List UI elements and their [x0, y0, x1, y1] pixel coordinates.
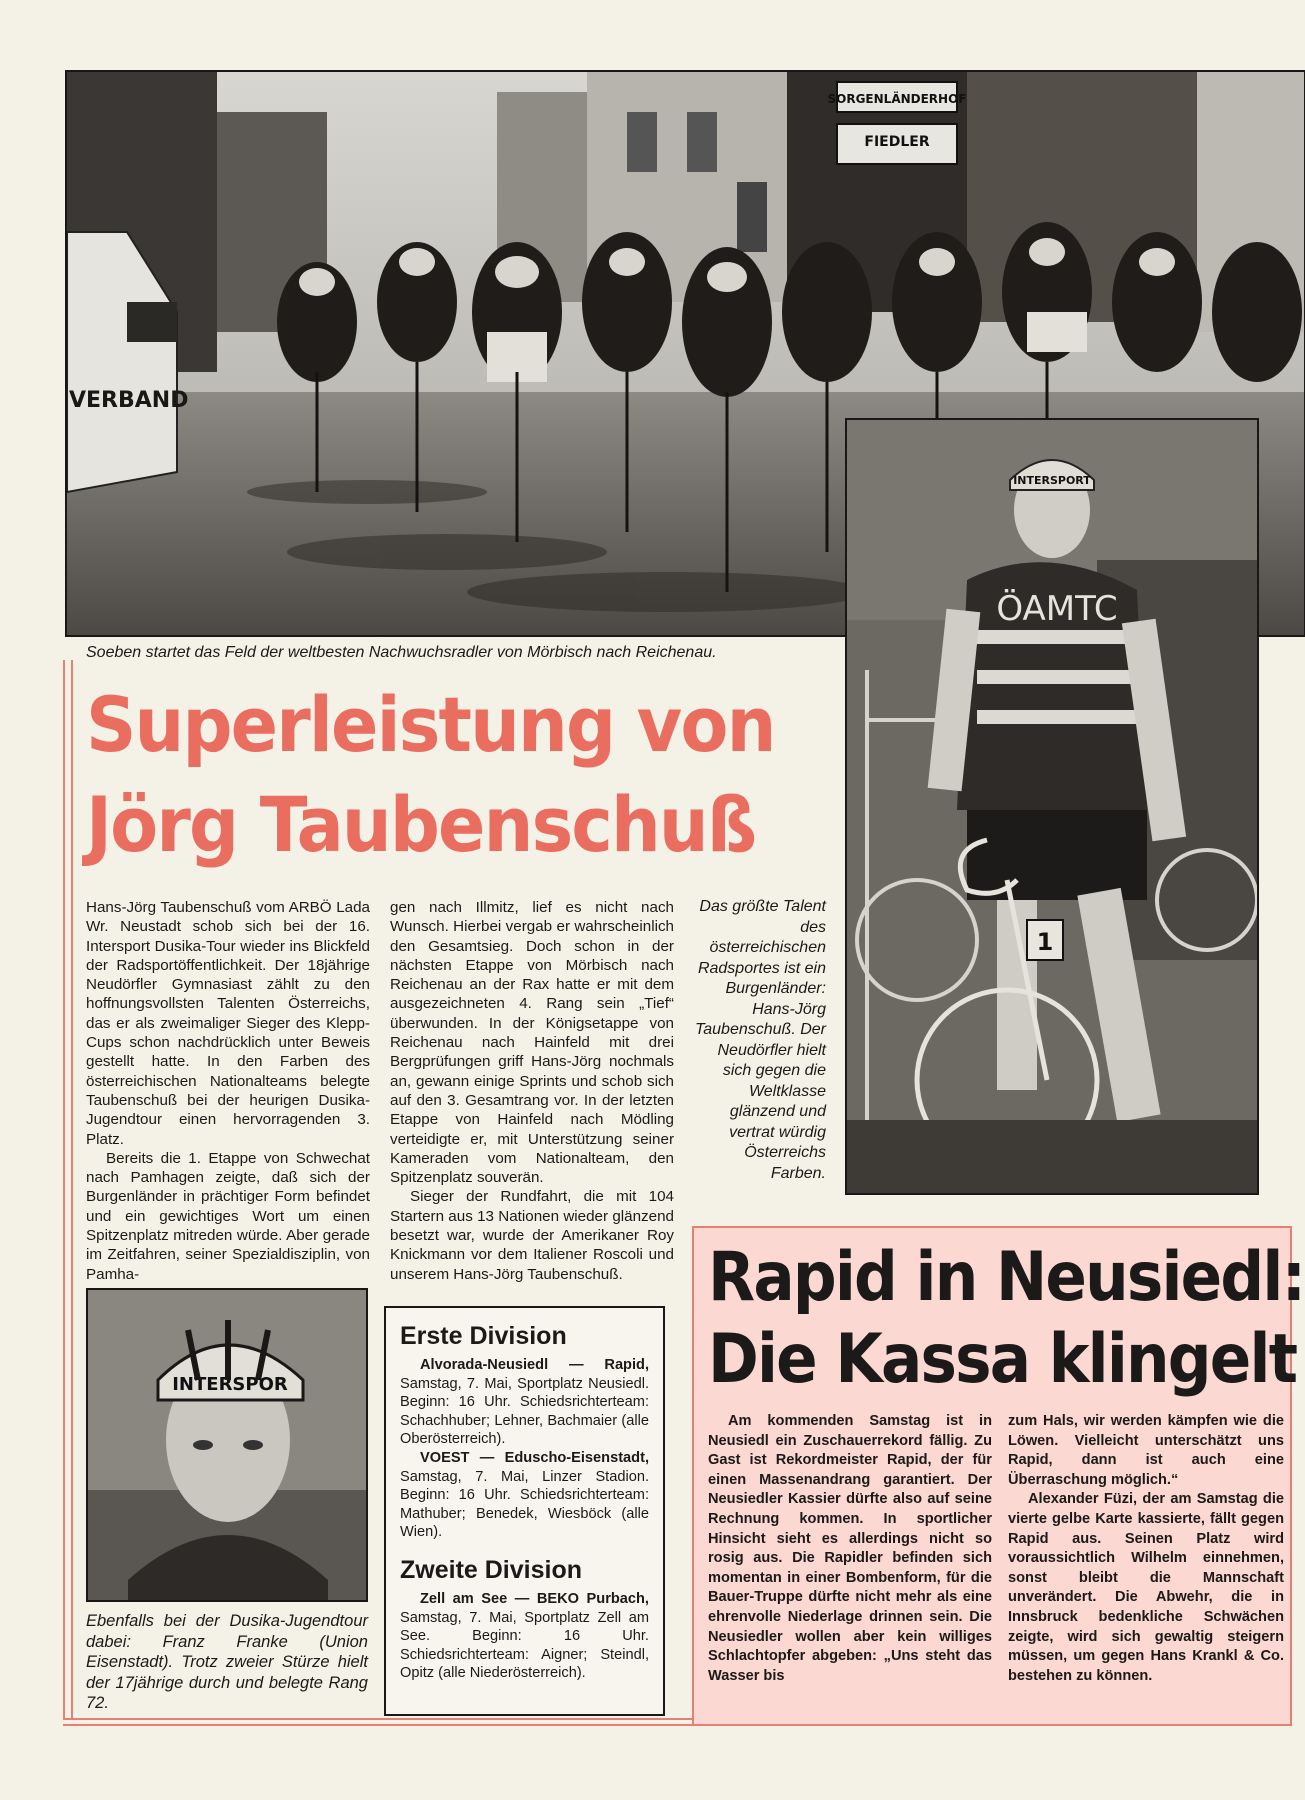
- zweite-division-title: Zweite Division: [400, 1555, 582, 1584]
- main-headline-line2: Jörg Taubenschuß: [86, 780, 756, 869]
- top-photo-caption: Soeben startet das Feld der weltbesten Nachwuchsradler von Mörbisch nach Reichenau.: [86, 644, 717, 661]
- article-frame-bottom: [63, 1718, 693, 1726]
- main-article-paragraph: Sieger der Rundfahrt, die mit 104 Startern aus 13 Nationen wieder glänzend besetzt war, wurde der Amerikaner Roy Knickmann vor dem Italiener Roscoli und unserem Hans-Jörg Taubenschuß.: [390, 1188, 674, 1283]
- rapid-paragraph: Am kommenden Samstag ist in Neusiedl ein Zuschauerrekord fällig. Zu Gast ist Rekordmeister Rapid, der für einen Massenandrang garantiert. Der Neusiedler Kassier dürfte also auf seine Rechnung kommen. In sportlicher Hinsicht sieht es allerdings nicht so rosig aus. Die Rapidler befinden sich momentan in einer Bombenform, für die Bauer-Truppe dürfte nicht mehr als eine ehrenvolle Niederlage drinnen sein. Die Neusiedler wollen aber kein williges Schlachtopfer abgeben: „Uns steht das Wasser bis: [708, 1413, 992, 1684]
- match-entry: [400, 1449, 649, 1542]
- match-teams: Alvorada-Neusiedl — Rapid,: [420, 1357, 649, 1373]
- rapid-article: [692, 1226, 1305, 1726]
- franke-cap-text: INTERSPOR: [172, 1374, 288, 1395]
- sign-fiedler: FIEDLER: [864, 134, 930, 150]
- match-teams: Zell am See — BEKO Purbach,: [420, 1590, 649, 1607]
- main-headline-line1: Superleistung von: [86, 680, 775, 769]
- van-lettering: VERBAND: [69, 388, 189, 413]
- rapid-column-2: [1008, 1412, 1284, 1686]
- match-entry: [400, 1356, 649, 1449]
- rapid-headline-line2: Die Kassa klingelt: [708, 1320, 1297, 1399]
- rider-portrait-caption: Das größte Talent des österreichischen Radsportes ist ein Burgenländer: Hans-Jörg Taubenschuß. Der Neudörfler hielt sich gegen die Weltklasse glänzend und vertrat würdig Österreichs Farben.: [694, 898, 826, 1182]
- rapid-paragraph: zum Hals, wir werden kämpfen wie die Löwen. Vielleicht unterschätzt uns Rapid, dann ist auch eine Überraschung möglich.“: [1008, 1413, 1284, 1488]
- match-teams: VOEST — Eduscho-Eisenstadt,: [420, 1449, 649, 1466]
- main-article-column-1: [86, 898, 370, 1284]
- main-article-paragraph: Bereits die 1. Etappe von Schwechat nach Pamhagen zeigte, daß sich der Burgenländer in prächtiger Form befindet und ein gewichtiges Wort um einen Spitzenplatz mitreden würde. Aber gerade im Zeitfahren, seiner Spezialdisziplin, von Pamha-: [86, 1149, 370, 1283]
- sign-hotel: SORGENLÄNDERHOF: [827, 92, 967, 106]
- division-schedule-box: [384, 1306, 665, 1716]
- main-article-column-2: [390, 898, 674, 1284]
- franke-photo: [86, 1288, 368, 1602]
- rapid-headline-line1: Rapid in Neusiedl:: [708, 1238, 1305, 1317]
- match-details: Samstag, 7. Mai, Sportplatz Neusiedl. Beginn: 16 Uhr. Schiedsrichterteam: Schachhuber; Lehner, Bachmaier (alle Oberösterreich).: [400, 1375, 649, 1448]
- franke-photo-caption: Ebenfalls bei der Dusika-Jugendtour dabei: Franz Franke (Union Eisenstadt). Trotz zweier Stürze hielt der 17jährige durch und belegte Rang 72.: [86, 1612, 368, 1712]
- rider-cap-text: INTERSPORT: [1013, 474, 1091, 487]
- erste-division-title: Erste Division: [400, 1322, 567, 1350]
- match-details: Samstag, 7. Mai, Linzer Stadion. Beginn: 16 Uhr. Schiedsrichterteam: Mathuber; Benedek, Wiesböck (alle Wien).: [400, 1468, 649, 1541]
- rapid-column-1: [708, 1412, 992, 1686]
- match-details: Samstag, 7. Mai, Sportplatz Zell am See. Beginn: 16 Uhr. Schiedsrichterteam: Aigner; Steindl, Opitz (alle Niederösterreich).: [400, 1609, 649, 1682]
- match-entry: [400, 1590, 649, 1683]
- article-frame-left: [63, 660, 73, 1720]
- main-article-paragraph: Hans-Jörg Taubenschuß vom ARBÖ Lada Wr. Neustadt schob sich bei der 16. Intersport Dusika-Tour wieder ins Blickfeld der Radsportöffentlichkeit. Der 18jährige Neudörfler Gymnasiast zählt zu den hoffnungsvollsten Talenten Österreichs, das er als zweimaliger Sieger des Klepp-Cups schon nachdrücklich unter Beweis gestellt hatte. In den Farben des österreichischen Nationalteams belegte Taubenschuß bei der heurigen Dusika-Jugendtour einen hervorragenden 3. Platz.: [86, 899, 370, 1148]
- main-article-paragraph: gen nach Illmitz, lief es nicht nach Wunsch. Hierbei vergab er wahrscheinlich den Gesamtsieg. Doch schon in der nächsten Etappe von Mörbisch nach Reichenau an der Rax hatte er mit dem ausgezeichneten 4. Rang sein „Tief“ überwunden. In der Königsetappe von Reichenau nach Hainfeld mit drei Bergprüfungen griff Hans-Jörg nochmals an, gewann einige Sprints und schob sich auf den 3. Gesamtrang vor. In der letzten Etappe von Hainfeld nach Mödling verteidigte er, mit Unterstützung seiner Kameraden vom Nationalteam, den Spitzenplatz souverän.: [390, 899, 674, 1187]
- rapid-paragraph: Alexander Füzi, der am Samstag die vierte gelbe Karte kassierte, fällt gegen Rapid aus. Seinen Platz wird voraussichtlich Wilhelm einnehmen, sonst bleibt die Mannschaft unverändert. Die Abwehr, die in Innsbruck bedenkliche Schwächen zeigte, wird sich gewaltig steigern müssen, um gegen Hans Krankl & Co. bestehen zu können.: [1008, 1491, 1284, 1684]
- jersey-lettering: ÖAMTC: [996, 589, 1118, 629]
- race-number: 1: [1036, 928, 1054, 956]
- rider-portrait-photo: [845, 418, 1259, 1195]
